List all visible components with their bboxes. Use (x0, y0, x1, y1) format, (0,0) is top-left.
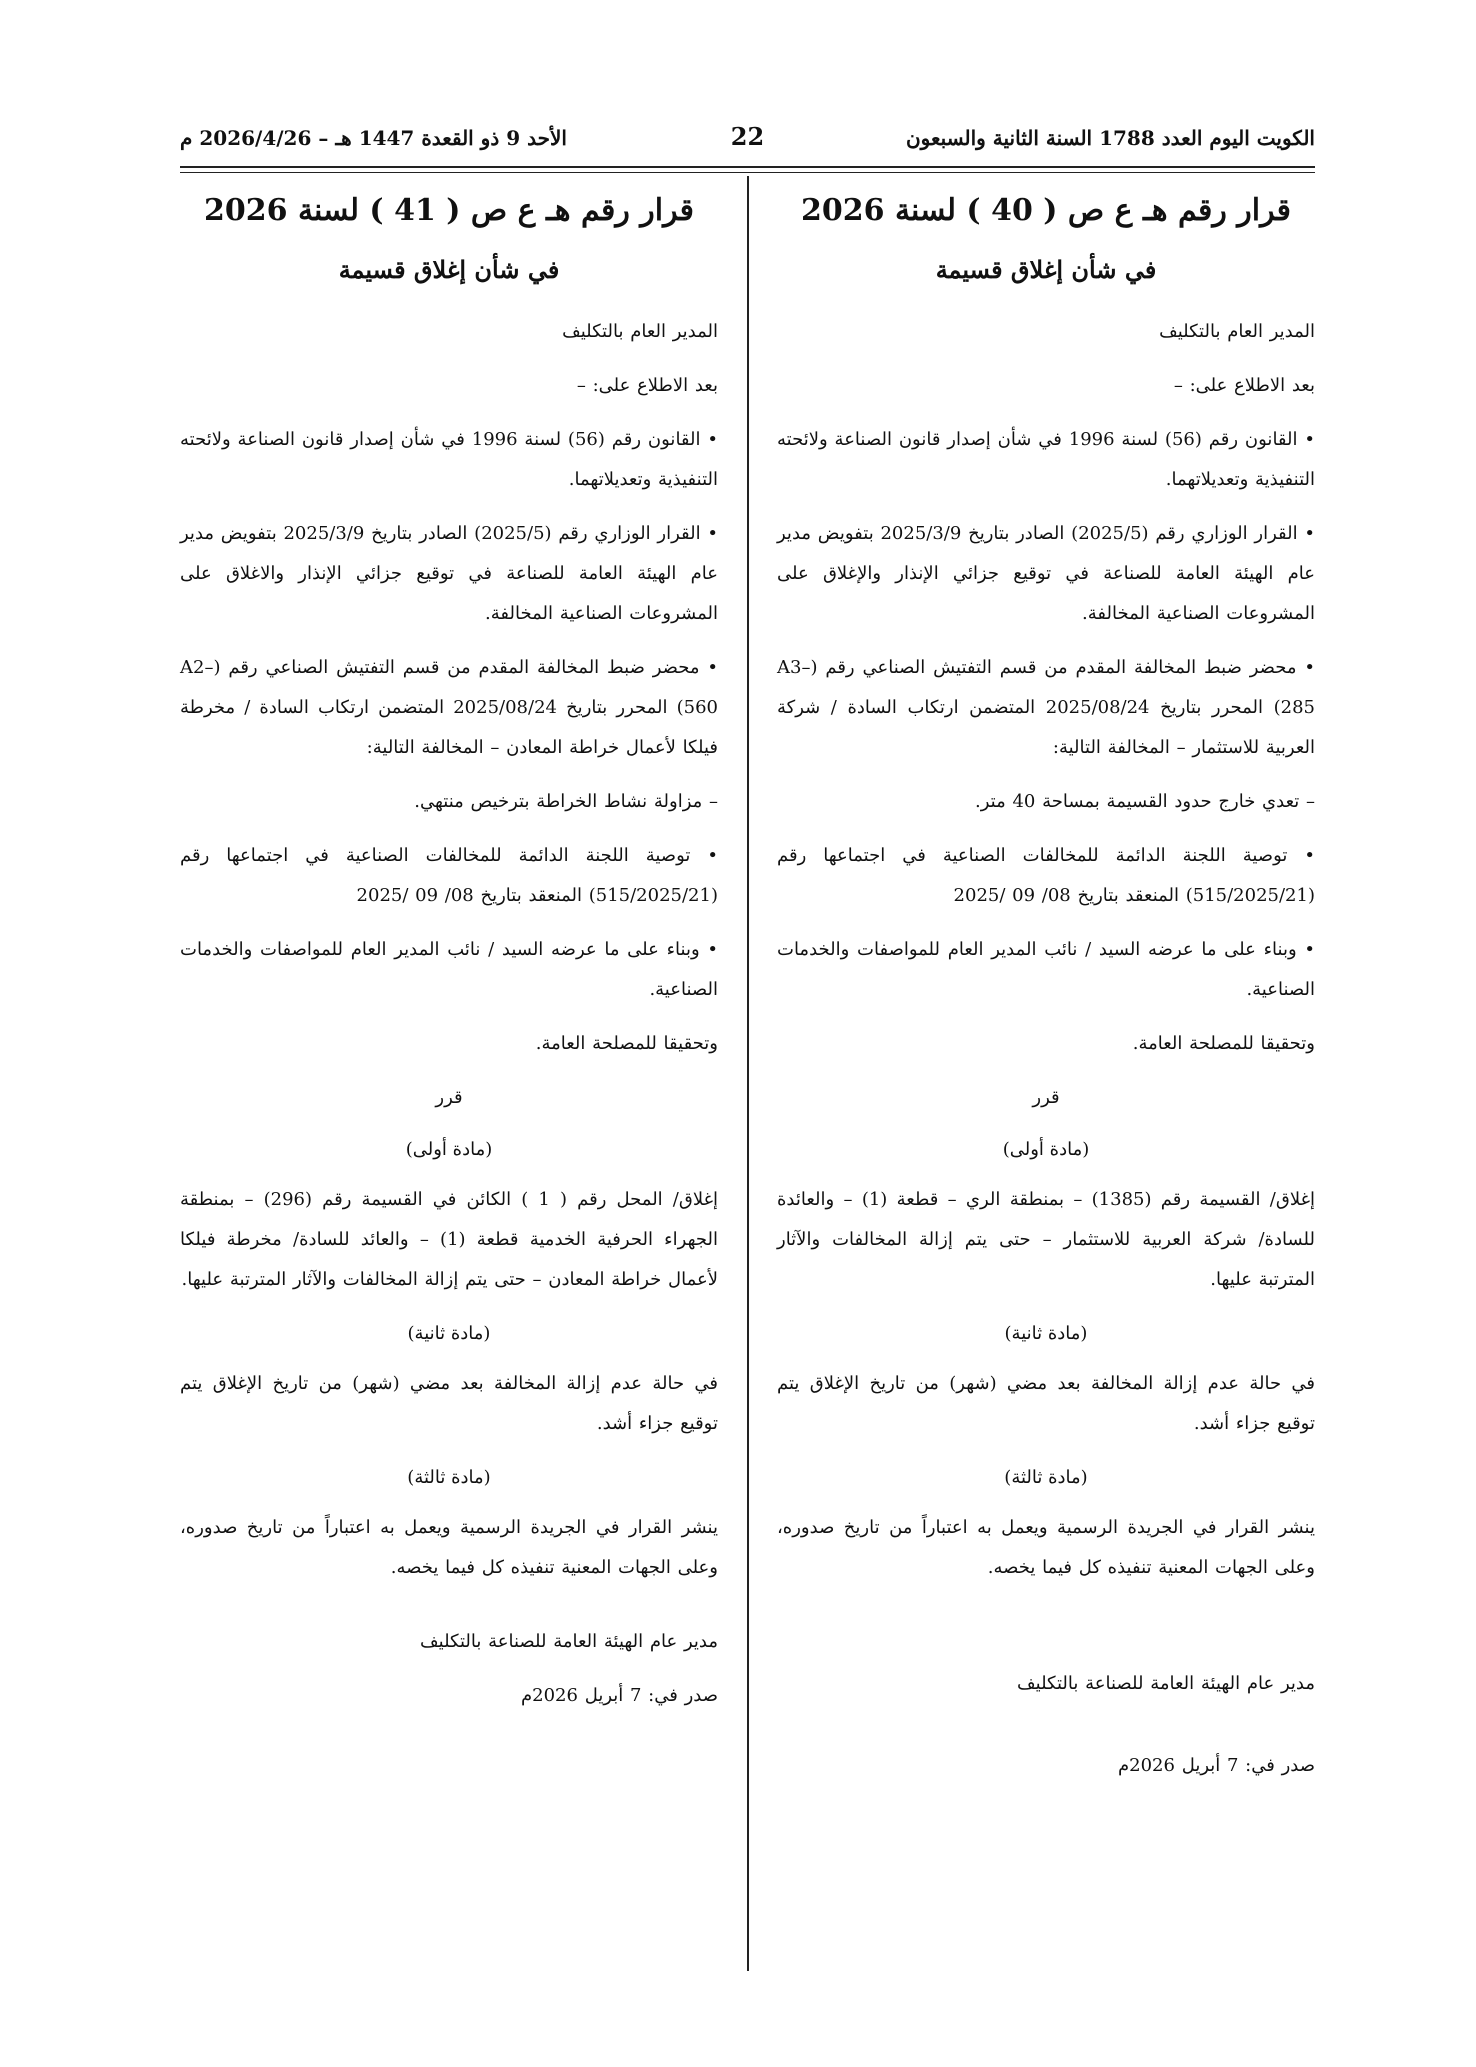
decision-preamble: بعد الاطلاع على: – (1173, 375, 1315, 396)
preamble-item: • القرار الوزاري رقم (2025/5) الصادر بتاريخ 2025/3/9 بتفويض مدير عام الهيئة العامة للصناعة في توقيع جزائي الإنذار والإغلاق على المشروعات الصناعية المخالفة. (777, 523, 1315, 624)
preamble-item: • القانون رقم (56) لسنة 1996 في شأن إصدار قانون الصناعة ولائحته التنفيذية وتعديلاتهما. (777, 429, 1316, 490)
decision-subtitle: في شأن إغلاق قسيمة (935, 255, 1157, 284)
header-date: الأحد 9 ذو القعدة 1447 هـ – 2026/4/26 م (180, 126, 567, 150)
preamble-item: • القرار الوزاري رقم (2025/5) الصادر بتاريخ 2025/3/9 بتفويض مدير عام الهيئة العامة للصناعة في توقيع جزائي الإنذار والاغلاق على المشروعات الصناعية المخالفة. (180, 523, 718, 624)
article-heading: (مادة ثانية) (1004, 1323, 1088, 1344)
preamble-item: • القانون رقم (56) لسنة 1996 في شأن إصدار قانون الصناعة ولائحته التنفيذية وتعديلاتهما. (180, 429, 719, 490)
article-text: إغلاق/ المحل رقم ( 1 ) الكائن في القسيمة رقم (296) – بمنطقة الجهراء الحرفية الخدمية قطعة (1) – والعائد للسادة/ مخرطة فيلكا لأعمال خراطة المعادن – حتى يتم إزالة المخالفات والآثار المترتبة عليها. (180, 1189, 718, 1290)
page-header (180, 118, 1315, 160)
violation-line: – مزاولة نشاط الخراطة بترخيص منتهي. (414, 791, 718, 812)
article-heading: (مادة ثالثة) (1004, 1467, 1088, 1488)
article-text: إغلاق/ القسيمة رقم (1385) – بمنطقة الري – قطعة (1) – والعائدة للسادة/ شركة العربية للاستثمار – حتى يتم إزالة المخالفات والآثار المترتبة عليها. (777, 1189, 1315, 1290)
decision-title: قرار رقم هـ ع ص ( 40 ) لسنة 2026 (801, 193, 1291, 228)
preamble-item: • محضر ضبط المخالفة المقدم من قسم التفتيش الصناعي رقم (A2–560) المحرر بتاريخ 2025/08/24 المتضمن ارتكاب السادة / مخرطة فيلكا لأعمال خراطة المعادن – المخالفة التالية: (180, 657, 718, 758)
page-number: 22 (730, 122, 765, 151)
preamble-item: • وبناء على ما عرضه السيد / نائب المدير العام للمواصفات والخدمات الصناعية. (180, 939, 718, 1000)
article-text: في حالة عدم إزالة المخالفة بعد مضي (شهر) من تاريخ الإغلاق يتم توقيع جزاء أشد. (180, 1373, 718, 1434)
article-text: ينشر القرار في الجريدة الرسمية ويعمل به اعتباراً من تاريخ صدوره، وعلى الجهات المعنية تنفيذه كل فيما يخصه. (777, 1517, 1316, 1578)
public-interest: وتحقيقا للمصلحة العامة. (1132, 1033, 1315, 1054)
preamble-item: • وبناء على ما عرضه السيد / نائب المدير العام للمواصفات والخدمات الصناعية. (777, 939, 1315, 1000)
decision-41-column (180, 176, 718, 1730)
column-divider (747, 176, 749, 1971)
article-heading: (مادة أولى) (405, 1139, 493, 1160)
preamble-item: • توصية اللجنة الدائمة للمخالفات الصناعية في اجتماعها رقم (515/2025/21) المنعقد بتاريخ 08/ 09 /2025 (777, 845, 1315, 906)
article-text: في حالة عدم إزالة المخالفة بعد مضي (شهر) من تاريخ الإغلاق يتم توقيع جزاء أشد. (777, 1373, 1315, 1434)
decision-subtitle: في شأن إغلاق قسيمة (338, 255, 560, 284)
decision-40-column (777, 176, 1315, 1800)
article-heading: (مادة أولى) (1002, 1139, 1090, 1160)
decision-title: قرار رقم هـ ع ص ( 41 ) لسنة 2026 (204, 193, 694, 228)
header-rule-thick (180, 166, 1315, 168)
article-heading: (مادة ثانية) (407, 1323, 491, 1344)
article-text: ينشر القرار في الجريدة الرسمية ويعمل به اعتباراً من تاريخ صدوره، وعلى الجهات المعنية تنفيذه كل فيما يخصه. (180, 1517, 719, 1578)
preamble-item: • محضر ضبط المخالفة المقدم من قسم التفتيش الصناعي رقم (A3–285) المحرر بتاريخ 2025/08/24 المتضمن ارتكاب السادة / شركة العربية للاستثمار – المخالفة التالية: (777, 657, 1315, 758)
header-issue-info: الكويت اليوم العدد 1788 السنة الثانية والسبعون (905, 126, 1315, 150)
signature-line: مدير عام الهيئة العامة للصناعة بالتكليف (1017, 1673, 1315, 1694)
decision-issuer: المدير العام بالتكليف (562, 321, 718, 342)
decision-issuer: المدير العام بالتكليف (1159, 321, 1315, 342)
decision-preamble: بعد الاطلاع على: – (576, 375, 718, 396)
article-heading: (مادة ثالثة) (407, 1467, 491, 1488)
public-interest: وتحقيقا للمصلحة العامة. (535, 1033, 718, 1054)
decided-heading: قرر (1032, 1087, 1060, 1108)
issued-date: صدر في: 7 أبريل 2026م (521, 1685, 718, 1706)
decided-heading: قرر (435, 1087, 463, 1108)
preamble-item: • توصية اللجنة الدائمة للمخالفات الصناعية في اجتماعها رقم (515/2025/21) المنعقد بتاريخ 08/ 09 /2025 (180, 845, 718, 906)
violation-line: – تعدي خارج حدود القسيمة بمساحة 40 متر. (975, 791, 1315, 812)
gazette-page (180, 118, 1315, 1998)
issued-date: صدر في: 7 أبريل 2026م (1118, 1755, 1315, 1776)
signature-line: مدير عام الهيئة العامة للصناعة بالتكليف (420, 1631, 718, 1652)
header-rule-thin (180, 172, 1315, 173)
